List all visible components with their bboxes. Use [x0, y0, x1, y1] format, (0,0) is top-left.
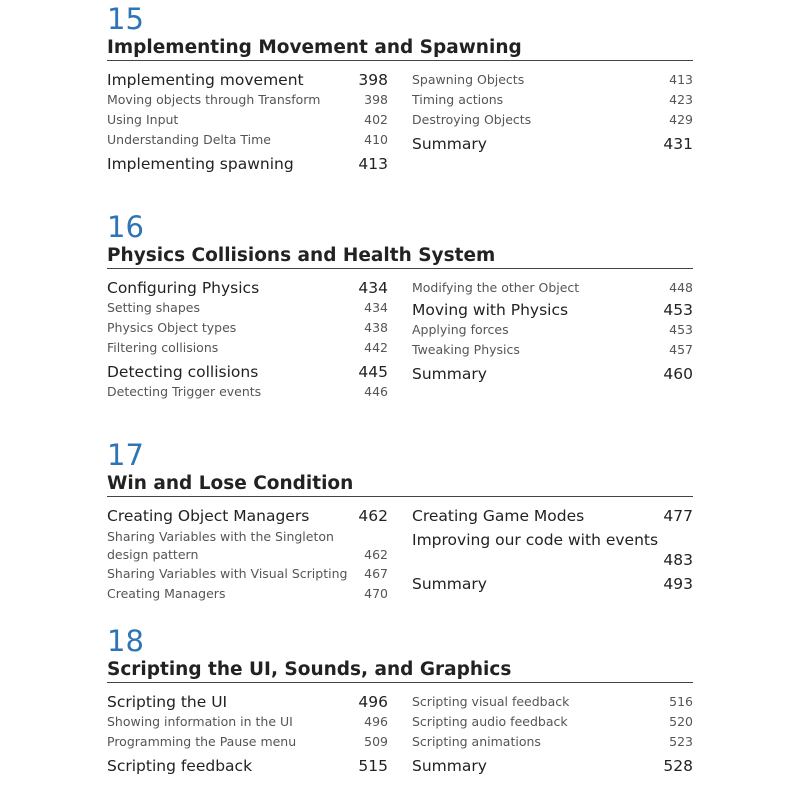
- toc-entry[interactable]: Scripting animations 523: [412, 734, 693, 749]
- toc-entry[interactable]: Moving with Physics 453: [412, 301, 693, 319]
- toc-left-column: [107, 692, 388, 776]
- toc-entry[interactable]: Modifying the other Object 448: [412, 280, 693, 295]
- chapter-number: 18: [107, 624, 144, 658]
- chapter-title: Implementing Movement and Spawning: [107, 36, 693, 61]
- chapter-17: [107, 440, 693, 604]
- toc-entry[interactable]: Creating Managers 470: [107, 586, 388, 601]
- toc-entry[interactable]: Detecting collisions 445: [107, 363, 388, 381]
- toc-entry[interactable]: Setting shapes 434: [107, 300, 388, 315]
- toc-left-column: [107, 506, 388, 604]
- toc-right-column: [412, 692, 693, 776]
- toc-entry[interactable]: Scripting the UI 496: [107, 693, 388, 711]
- toc-left-column: [107, 278, 388, 402]
- toc-entry[interactable]: Timing actions 423: [412, 92, 693, 107]
- toc-entry[interactable]: Programming the Pause menu 509: [107, 734, 388, 749]
- toc-entry[interactable]: Configuring Physics 434: [107, 279, 388, 297]
- toc-right-column: [412, 70, 693, 174]
- toc-entry[interactable]: Scripting audio feedback 520: [412, 714, 693, 729]
- toc-right-column: [412, 278, 693, 402]
- toc-entry[interactable]: Summary 493: [412, 575, 693, 593]
- toc-entry[interactable]: Summary 528: [412, 757, 693, 775]
- chapter-title: Physics Collisions and Health System: [107, 244, 693, 269]
- toc-entry[interactable]: Summary 431: [412, 135, 693, 153]
- toc-entry-page[interactable]: 483: [663, 551, 693, 569]
- toc-entry[interactable]: Creating Game Modes 477: [412, 507, 693, 525]
- toc-entry[interactable]: Applying forces 453: [412, 322, 693, 337]
- toc-entry[interactable]: Scripting visual feedback 516: [412, 694, 693, 709]
- toc-entry[interactable]: Spawning Objects 413: [412, 72, 693, 87]
- toc-entry[interactable]: Filtering collisions 442: [107, 340, 388, 355]
- toc-entry[interactable]: Tweaking Physics 457: [412, 342, 693, 357]
- toc-entry[interactable]: Destroying Objects 429: [412, 112, 693, 127]
- chapter-title: Scripting the UI, Sounds, and Graphics: [107, 658, 693, 683]
- chapter-15: [107, 4, 693, 174]
- chapter-18: [107, 626, 693, 776]
- toc-left-column: [107, 70, 388, 174]
- toc-entry[interactable]: Sharing Variables with the Singleton: [107, 529, 334, 544]
- toc-entry[interactable]: Sharing Variables with Visual Scripting 467: [107, 566, 388, 581]
- toc-entry[interactable]: Detecting Trigger events 446: [107, 384, 388, 399]
- toc-entry[interactable]: Understanding Delta Time 410: [107, 132, 388, 147]
- chapter-number: 17: [107, 438, 144, 472]
- chapter-title: Win and Lose Condition: [107, 472, 693, 497]
- toc-entry[interactable]: Implementing movement 398: [107, 71, 388, 89]
- chapter-number: 16: [107, 210, 144, 244]
- toc-entry[interactable]: Implementing spawning 413: [107, 155, 388, 173]
- chapter-16: [107, 212, 693, 402]
- toc-entry[interactable]: Summary 460: [412, 365, 693, 383]
- toc-entry[interactable]: Moving objects through Transform 398: [107, 92, 388, 107]
- toc-entry[interactable]: Physics Object types 438: [107, 320, 388, 335]
- toc-right-column: [412, 506, 693, 604]
- toc-entry[interactable]: Scripting feedback 515: [107, 757, 388, 775]
- toc-entry[interactable]: Improving our code with events: [412, 531, 659, 549]
- toc-entry[interactable]: Showing information in the UI 496: [107, 714, 388, 729]
- toc-entry[interactable]: Using Input 402: [107, 112, 388, 127]
- toc-entry[interactable]: design pattern 462: [107, 547, 388, 562]
- chapter-number: 15: [107, 2, 144, 36]
- toc-entry[interactable]: Creating Object Managers 462: [107, 507, 388, 525]
